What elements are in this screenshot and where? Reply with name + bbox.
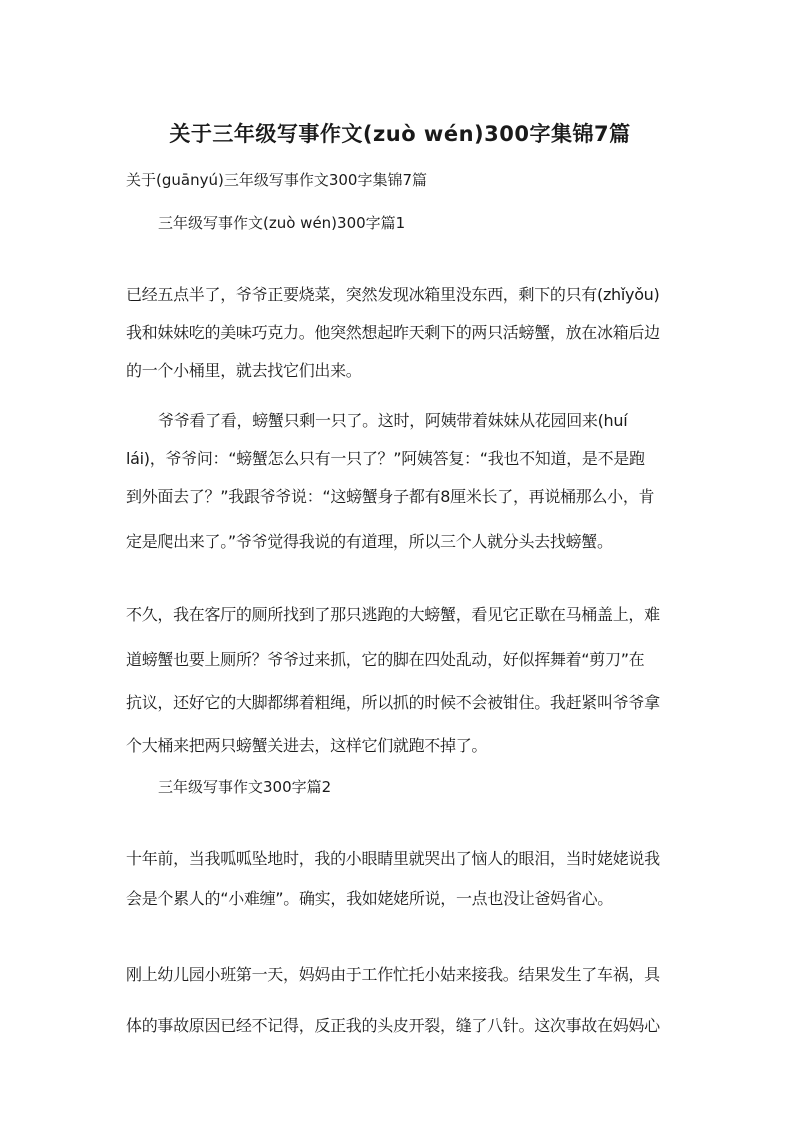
paragraph-1-line-1: 已经五点半了，爷爷正要烧菜，突然发现冰箱里没东西，剩下的只有(zhǐyǒu) xyxy=(126,285,660,304)
section-1-heading: 三年级写事作文(zuò wén)300字篇1 xyxy=(158,214,406,232)
document-subtitle: 关于(guānyú)三年级写事作文300字集锦7篇 xyxy=(126,171,427,189)
paragraph-4-line-2: 会是个累人的“小难缠”。确实，我如姥姥所说，一点也没让爸妈省心。 xyxy=(126,889,613,908)
paragraph-2-line-1: 爷爷看了看，螃蟹只剩一只了。这时，阿姨带着妹妹从花园回来(huí xyxy=(158,411,628,430)
paragraph-2-line-2: lái)，爷爷问：“螃蟹怎么只有一只了？”阿姨答复：“我也不知道，是不是跑 xyxy=(126,449,645,468)
paragraph-3-line-2: 道螃蟹也要上厕所？爷爷过来抓，它的脚在四处乱动，好似挥舞着“剪刀”在 xyxy=(126,650,645,669)
paragraph-5-line-2: 体的事故原因已经不记得，反正我的头皮开裂，缝了八针。这次事故在妈妈心 xyxy=(126,1016,660,1035)
paragraph-3-line-1: 不久，我在客厅的厕所找到了那只逃跑的大螃蟹，看见它正歇在马桶盖上，难 xyxy=(126,605,660,624)
paragraph-3-line-4: 个大桶来把两只螃蟹关进去，这样它们就跑不掉了。 xyxy=(126,736,488,755)
section-2-heading: 三年级写事作文300字篇2 xyxy=(158,778,332,796)
paragraph-1-line-3: 的一个小桶里，就去找它们出来。 xyxy=(126,361,362,380)
paragraph-4-line-1: 十年前，当我呱呱坠地时，我的小眼睛里就哭出了恼人的眼泪，当时姥姥说我 xyxy=(126,849,660,868)
paragraph-1-line-2: 我和妹妹吃的美味巧克力。他突然想起昨天剩下的两只活螃蟹，放在冰箱后边 xyxy=(126,323,660,342)
paragraph-5-line-1: 刚上幼儿园小班第一天，妈妈由于工作忙托小姑来接我。结果发生了车祸，具 xyxy=(126,965,660,984)
document-title: 关于三年级写事作文(zuò wén)300字集锦7篇 xyxy=(169,122,631,146)
paragraph-3-line-3: 抗议，还好它的大脚都绑着粗绳，所以抓的时候不会被钳住。我赶紧叫爷爷拿 xyxy=(126,693,660,712)
paragraph-2-line-4: 定是爬出来了。”爷爷觉得我说的有道理，所以三个人就分头去找螃蟹。 xyxy=(126,532,613,551)
paragraph-2-line-3: 到外面去了？”我跟爷爷说：“这螃蟹身子都有8厘米长了，再说桶那么小，肯 xyxy=(126,487,655,506)
